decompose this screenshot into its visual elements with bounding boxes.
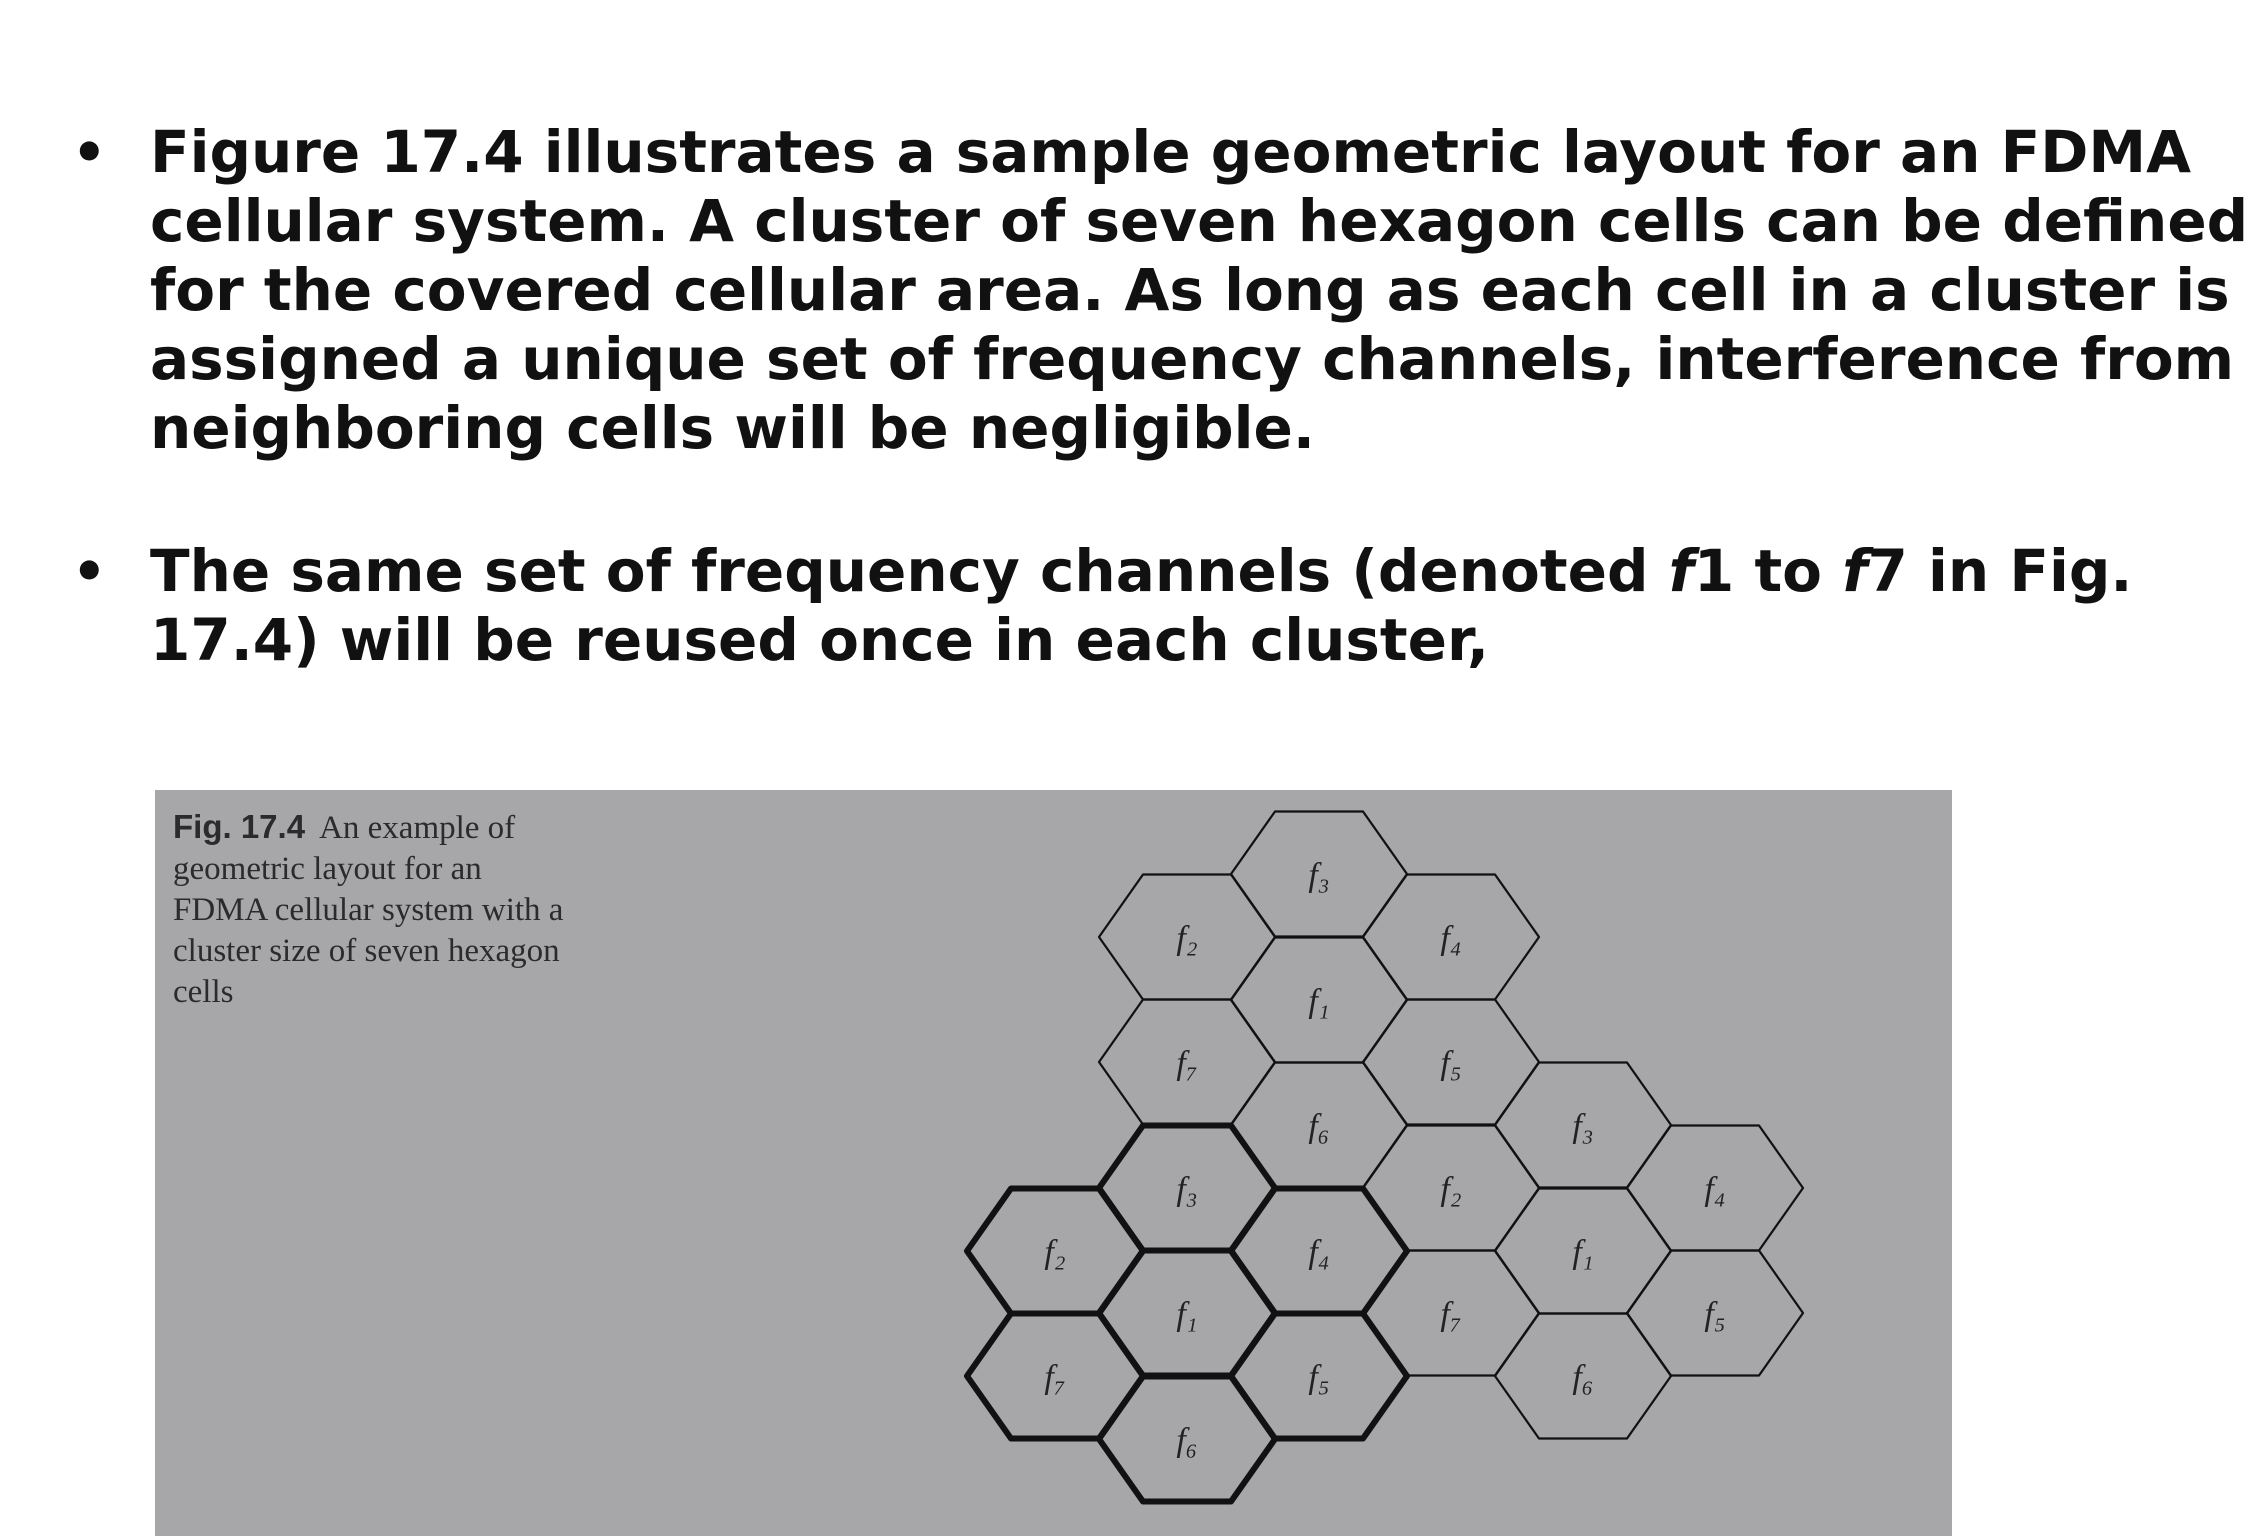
caption-line: geometric layout for an [173,851,482,887]
bullet-marker: • [72,540,107,603]
cell-label: f₃ [1176,1171,1198,1208]
caption-line: FDMA cellular system with a [173,892,564,928]
caption-line: cluster size of seven hexagon [173,933,560,969]
cell-label: f₆ [1308,1108,1330,1145]
cell-label: f₃ [1572,1108,1594,1145]
cell-label: f₅ [1704,1296,1726,1333]
text-segment: 7 in Fig. [1867,537,2133,605]
caption-line: cells [173,974,234,1010]
cell-label: f₁ [1572,1234,1594,1271]
text-segment: The same set of frequency channels (denoted [150,537,1669,605]
cell-label: f₄ [1704,1171,1726,1208]
cell-label: f₂ [1440,1171,1462,1208]
bullet-list [66,118,2248,675]
cell-label: f₂ [1044,1234,1066,1271]
cell-label: f₁ [1176,1296,1198,1333]
text-segment-italic: f [1668,537,1694,605]
cell-label: f₅ [1308,1359,1330,1396]
cell-label: f₅ [1440,1045,1462,1082]
cell-label: f₇ [1176,1045,1198,1082]
bullet-line: 17.4) will be reused once in each cluster, [150,606,1490,674]
bullet-line: neighboring cells will be negligible. [150,394,1315,462]
cell-label: f₂ [1176,920,1198,957]
text-segment-italic: f [1842,537,1868,605]
bullet-line: assigned a unique set of frequency channels, interference from [150,325,2235,393]
cell-label: f₇ [1440,1296,1462,1333]
figure-label: Fig. 17.4 [173,808,306,845]
text-segment: 1 to [1693,537,1843,605]
cell-label: f₆ [1572,1359,1594,1396]
bullet-line [150,537,2133,606]
bullet-line: for the covered cellular area. As long as each cell in a cluster is [150,256,2230,324]
bullet-item-reuse [66,537,2133,675]
cell-label: f₇ [1044,1359,1066,1396]
cell-label: f₄ [1440,920,1462,957]
bullet-marker: • [72,121,107,184]
bullet-line: Figure 17.4 illustrates a sample geometric layout for an FDMA [150,118,2192,186]
figure-panel [155,790,1952,1536]
bullet-item-layout [66,118,2248,463]
hexagon-cell-diagram [155,790,1952,1536]
bullet-line: cellular system. A cluster of seven hexagon cells can be defined [150,187,2248,255]
cell-label: f₁ [1308,983,1330,1020]
cell-label: f₄ [1308,1234,1330,1271]
cell-label: f₆ [1176,1422,1198,1459]
caption-text: An example of [319,810,516,846]
cell-label: f₃ [1308,857,1330,894]
bullet-text [150,118,2248,463]
bullet-text [150,537,2133,675]
